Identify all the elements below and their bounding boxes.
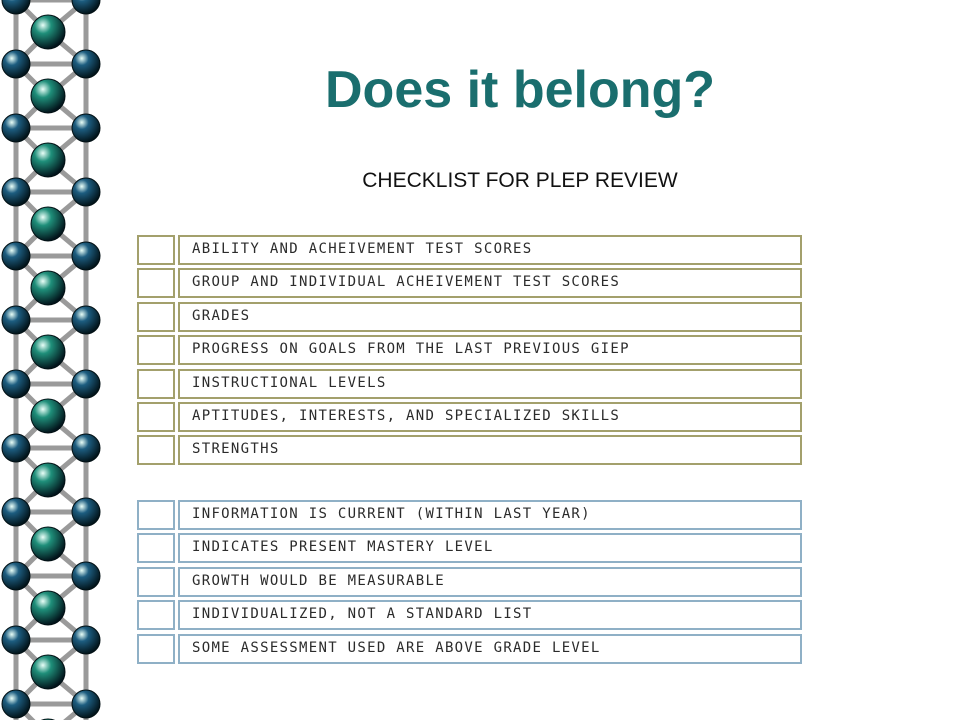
checklist-row [137, 235, 802, 265]
checklist-item [178, 235, 802, 265]
checklist-row [137, 533, 802, 563]
molecule-atom-blue [2, 626, 30, 654]
molecule-atom-teal [31, 271, 65, 305]
checklist-row [137, 268, 802, 298]
molecule-atom-blue [72, 690, 100, 718]
molecule-atom-blue [72, 50, 100, 78]
molecule-atom-blue [72, 498, 100, 526]
checklist-item-label: APTITUDES, INTERESTS, AND SPECIALIZED SKILLS [192, 407, 621, 424]
checkbox[interactable] [137, 268, 175, 298]
checklist-item [178, 302, 802, 332]
molecule-atom-blue [2, 690, 30, 718]
checklist-row [137, 435, 802, 465]
molecule-atom-blue [2, 434, 30, 462]
molecule-atom-blue [72, 178, 100, 206]
checkbox[interactable] [137, 302, 175, 332]
checkbox[interactable] [137, 567, 175, 597]
checklist-item [178, 435, 802, 465]
checklist-item-label: INDIVIDUALIZED, NOT A STANDARD LIST [192, 606, 533, 623]
molecule-atom-teal [31, 399, 65, 433]
checklist-row [137, 600, 802, 630]
checklist-row [137, 634, 802, 664]
checklist-item [178, 500, 802, 530]
checklist-item-label: GRADES [192, 307, 251, 324]
molecule-atom-teal [31, 143, 65, 177]
checklist-item [178, 335, 802, 365]
checklist-row [137, 335, 802, 365]
molecule-atom-blue [2, 50, 30, 78]
checklist-item-label: INFORMATION IS CURRENT (WITHIN LAST YEAR) [192, 506, 591, 522]
checklist-item-label: ABILITY AND ACHEIVEMENT TEST SCORES [192, 241, 533, 257]
checklist-item [178, 600, 802, 630]
checklist-item-label: STRENGTHS [192, 441, 280, 458]
molecule-atom-teal [31, 207, 65, 241]
molecule-atom-blue [72, 242, 100, 270]
molecule-atom-blue [72, 306, 100, 334]
checklist-item-label: INSTRUCTIONAL LEVELS [192, 374, 387, 391]
checkbox[interactable] [137, 235, 175, 265]
checklist-row [137, 500, 802, 530]
slide-subtitle: CHECKLIST FOR PLEP REVIEW [362, 169, 678, 192]
checklist-item-label: PROGRESS ON GOALS FROM THE LAST PREVIOUS GIEP [192, 341, 630, 358]
checklist-row [137, 567, 802, 597]
slide-title: Does it belong? [325, 61, 715, 119]
molecule-atom-teal [31, 335, 65, 369]
checklist-item [178, 369, 802, 399]
checkbox[interactable] [137, 435, 175, 465]
checkbox[interactable] [137, 335, 175, 365]
molecule-atom-blue [2, 562, 30, 590]
checklist-item [178, 567, 802, 597]
molecule-atom-blue [72, 434, 100, 462]
molecule-atom-teal [31, 527, 65, 561]
checklist-item-label: INDICATES PRESENT MASTERY LEVEL [192, 539, 494, 556]
molecule-atom-teal [31, 655, 65, 689]
checklist-item [178, 268, 802, 298]
checklist-group-1 [137, 235, 802, 469]
checklist-item [178, 402, 802, 432]
checklist-item-label: GROUP AND INDIVIDUAL ACHEIVEMENT TEST SCORES [192, 274, 621, 291]
checkbox[interactable] [137, 402, 175, 432]
molecule-atom-blue [72, 0, 100, 14]
molecule-atom-blue [72, 562, 100, 590]
molecule-atom-teal [31, 591, 65, 625]
checkbox[interactable] [137, 500, 175, 530]
molecule-atom-blue [72, 370, 100, 398]
molecule-atom-blue [2, 498, 30, 526]
checkbox[interactable] [137, 533, 175, 563]
molecule-atom-teal [31, 463, 65, 497]
molecule-atom-blue [72, 626, 100, 654]
checklist-item [178, 533, 802, 563]
checklist-item [178, 634, 802, 664]
checklist-row [137, 369, 802, 399]
molecule-atom-blue [2, 242, 30, 270]
molecule-atom-blue [2, 370, 30, 398]
molecule-atom-teal [31, 15, 65, 49]
checklist-item-label: SOME ASSESSMENT USED ARE ABOVE GRADE LEVEL [192, 639, 601, 656]
checkbox[interactable] [137, 600, 175, 630]
checklist-group-2 [137, 500, 802, 667]
checkbox[interactable] [137, 634, 175, 664]
molecule-atom-blue [72, 114, 100, 142]
molecule-atom-teal [31, 79, 65, 113]
checklist-row [137, 302, 802, 332]
molecule-atom-blue [2, 114, 30, 142]
molecule-chain-graphic [0, 0, 105, 720]
checklist-row [137, 402, 802, 432]
molecule-atom-blue [2, 178, 30, 206]
checklist-item-label: GROWTH WOULD BE MEASURABLE [192, 572, 445, 589]
checkbox[interactable] [137, 369, 175, 399]
molecule-atom-blue [2, 306, 30, 334]
